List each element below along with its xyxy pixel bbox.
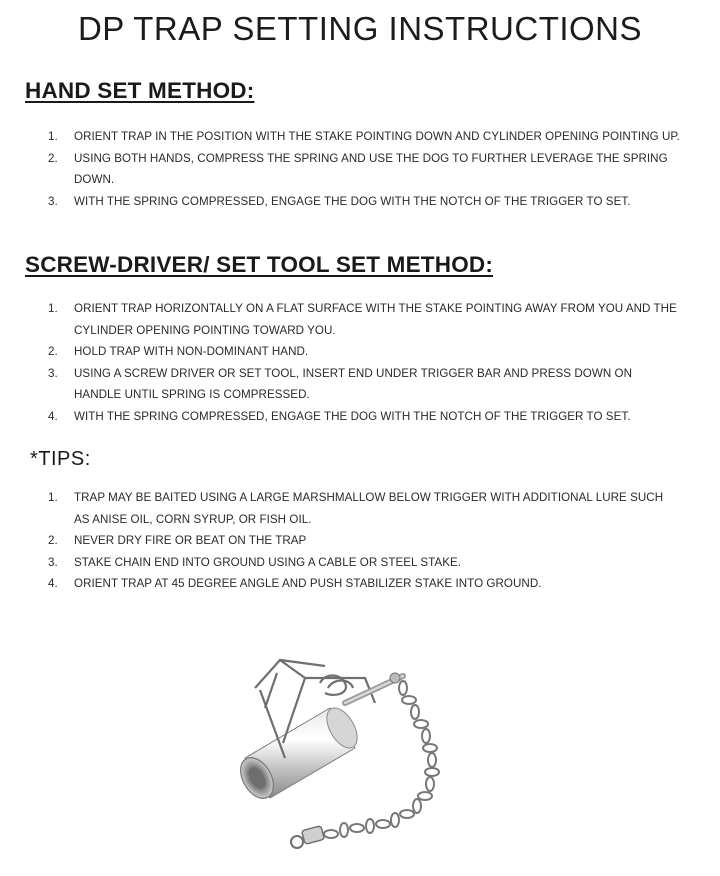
step-text: NEVER DRY FIRE OR BEAT ON THE TRAP (74, 534, 307, 547)
screwdriver-method-steps (40, 298, 680, 427)
step-text: ORIENT TRAP IN THE POSITION WITH THE STAKE POINTING DOWN AND CYLINDER OPENING POINTING UP. (74, 130, 680, 143)
dp-trap-photo (225, 648, 515, 868)
step-text: USING A SCREW DRIVER OR SET TOOL, INSERT END UNDER TRIGGER BAR AND PRESS DOWN ON HANDLE UNTIL SPRING IS COMPRESSED. (74, 366, 633, 401)
list-item (40, 363, 680, 406)
list-item (40, 406, 680, 428)
step-text: ORIENT TRAP HORIZONTALLY ON A FLAT SURFACE WITH THE STAKE POINTING AWAY FROM YOU AND THE CYLINDER OPENING POINTING TOWARD YOU. (74, 302, 677, 337)
page-title: DP TRAP SETTING INSTRUCTIONS (77, 10, 643, 47)
step-number: 3. (48, 555, 58, 569)
list-item (40, 573, 680, 595)
list-item (40, 148, 680, 191)
list-item (40, 341, 680, 363)
list-item (40, 487, 680, 530)
trap-chain (324, 681, 439, 838)
step-text: WITH THE SPRING COMPRESSED, ENGAGE THE DOG WITH THE NOTCH OF THE TRIGGER TO SET. (74, 409, 631, 423)
list-item (40, 126, 680, 148)
trap-cylinder (234, 703, 364, 804)
screwdriver-method-heading: SCREW-DRIVER/ SET TOOL SET METHOD: (25, 252, 494, 277)
step-text: WITH THE SPRING COMPRESSED, ENGAGE THE DOG WITH THE NOTCH OF THE TRIGGER TO SET. (74, 194, 631, 208)
step-number: 2. (48, 151, 58, 165)
trap-swivel (291, 826, 324, 848)
step-number: 1. (48, 491, 58, 504)
step-text: TRAP MAY BE BAITED USING A LARGE MARSHMALLOW BELOW TRIGGER WITH ADDITIONAL LURE SUCH AS ANISE OIL, CORN SYRUP, OR FISH OIL. (74, 491, 664, 526)
step-number: 2. (48, 534, 58, 547)
hand-set-steps (40, 126, 680, 212)
step-number: 3. (48, 366, 58, 380)
step-text: ORIENT TRAP AT 45 DEGREE ANGLE AND PUSH STABILIZER STAKE INTO GROUND. (74, 577, 542, 590)
list-item (40, 552, 680, 574)
tips-heading: *TIPS: (30, 448, 91, 470)
hand-set-heading: HAND SET METHOD: (25, 78, 255, 103)
step-number: 4. (48, 409, 58, 423)
step-number: 3. (48, 194, 58, 208)
list-item (40, 530, 680, 552)
list-item (40, 298, 680, 341)
list-item (40, 191, 680, 213)
step-text: HOLD TRAP WITH NON-DOMINANT HAND. (74, 345, 309, 358)
step-number: 4. (48, 577, 58, 590)
step-number: 2. (48, 345, 58, 358)
step-text: USING BOTH HANDS, COMPRESS THE SPRING AND USE THE DOG TO FURTHER LEVERAGE THE SPRING DOWN. (74, 151, 668, 186)
step-number: 1. (48, 302, 58, 315)
step-number: 1. (48, 130, 58, 143)
tips-list (40, 487, 680, 595)
step-text: STAKE CHAIN END INTO GROUND USING A CABLE OR STEEL STAKE. (74, 555, 462, 569)
